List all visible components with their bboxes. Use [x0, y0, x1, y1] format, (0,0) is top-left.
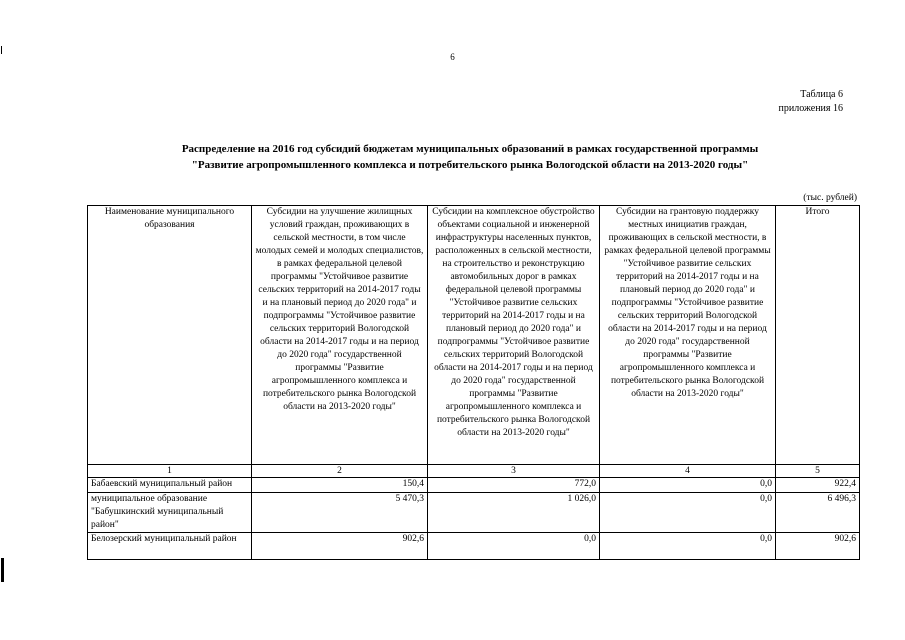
table-row [88, 493, 860, 533]
municipality-name: муниципальное образование "Бабушкинский муниципальный район" [88, 493, 252, 533]
grant-subsidy-value: 0,0 [600, 493, 776, 533]
municipality-name: Бабаевский муниципальный район [88, 478, 252, 493]
page-number: 6 [450, 52, 455, 62]
column-number-row [88, 465, 860, 478]
header-grant-subsidies: Субсидии на грантовую поддержку местных инициатив граждан, проживающих в сельской местности, в рамках федеральной целевой программы "Устойчивое развитие сельских территорий на 2014-2017 годы и на плановый период до 2020 года" и подпрограммы "Устойчивое развитие сельских территорий Вологодской области на 2014-2017 годы и на период до 2020 года" государственной программы "Развитие агропромышленного комплекса и потребительского рынка Вологодской области на 2013-2020 годы" [600, 206, 776, 465]
table-caption-line-1: Таблица 6 [800, 89, 843, 100]
housing-subsidy-value: 150,4 [252, 478, 428, 493]
header-total: Итого [776, 206, 860, 465]
header-infrastructure-subsidies: Субсидии на комплексное обустройство объектами социальной и инженерной инфраструктуры населенных пунктов, расположенных в сельской местности, на строительство и реконструкцию автомобильных дорог в рамках федеральной целевой программы "Устойчивое развитие сельских территорий на 2014-2017 годы и на плановый период до 2020 года" и подпрограммы "Устойчивое развитие сельских территорий Вологодской области на 2014-2017 годы и на период до 2020 года" государственной программы "Развитие агропромышленного комплекса и потребительского рынка Вологодской области на 2013-2020 годы" [428, 206, 600, 465]
column-number: 5 [776, 465, 860, 478]
column-number: 3 [428, 465, 600, 478]
housing-subsidy-value: 5 470,3 [252, 493, 428, 533]
grant-subsidy-value: 0,0 [600, 533, 776, 560]
housing-subsidy-value: 902,6 [252, 533, 428, 560]
infrastructure-subsidy-value: 0,0 [428, 533, 600, 560]
header-housing-subsidies: Субсидии на улучшение жилищных условий граждан, проживающих в сельской местности, в том числе молодых семей и молодых специалистов, в рамках федеральной целевой программы "Устойчивое развитие сельских территорий на 2014-2017 годы и на плановый период до 2020 года" и подпрограммы "Устойчивое развитие сельских территорий Вологодской области на 2014-2017 годы и на период до 2020 года" государственной программы "Развитие агропромышленного комплекса и потребительского рынка Вологодской области на 2013-2020 годы" [252, 206, 428, 465]
table-row [88, 533, 860, 560]
grant-subsidy-value: 0,0 [600, 478, 776, 493]
infrastructure-subsidy-value: 1 026,0 [428, 493, 600, 533]
document-title-line-1: Распределение на 2016 год субсидий бюджетам муниципальных образований в рамках государственной программы [181, 143, 759, 155]
total-value: 6 496,3 [776, 493, 860, 533]
header-row [88, 206, 860, 465]
table-row [88, 478, 860, 493]
scan-edge-mark-bottom [1, 558, 4, 582]
column-number: 1 [88, 465, 252, 478]
table-caption [779, 88, 843, 116]
header-municipality: Наименование муниципального образования [88, 206, 252, 465]
column-number: 2 [252, 465, 428, 478]
document-title-line-2: "Развитие агропромышленного комплекса и потребительского рынка Вологодской области на 2013-2020 годы" [191, 159, 749, 171]
document-title [150, 141, 790, 173]
total-value: 922,4 [776, 478, 860, 493]
table-caption-line-2: приложения 16 [778, 103, 843, 114]
subsidy-table [87, 205, 860, 560]
municipality-name: Белозерский муниципальный район [88, 533, 252, 560]
units-label: (тыс. рублей) [803, 193, 857, 203]
column-number: 4 [600, 465, 776, 478]
infrastructure-subsidy-value: 772,0 [428, 478, 600, 493]
total-value: 902,6 [776, 533, 860, 560]
